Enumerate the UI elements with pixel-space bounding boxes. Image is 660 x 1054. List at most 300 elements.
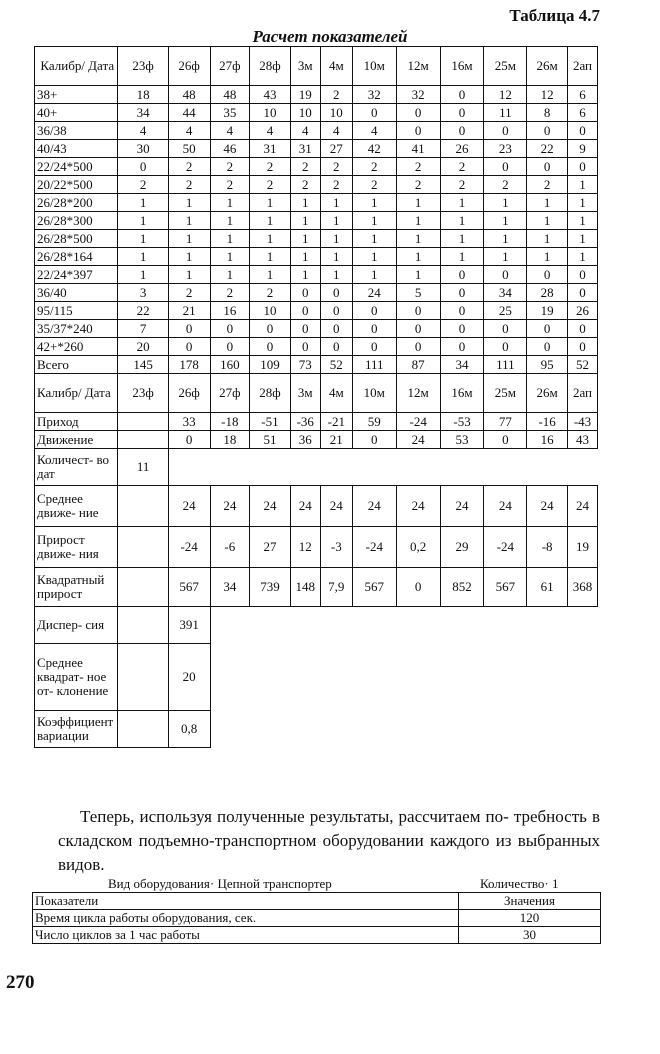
table-cell: 19 — [527, 302, 568, 320]
table-cell: 0 — [352, 338, 396, 356]
table-cell: 26/28*164 — [35, 248, 118, 266]
table-cell: 1 — [527, 230, 568, 248]
table-cell: -16 — [527, 413, 568, 431]
table-cell: 23 — [484, 140, 527, 158]
table-cell: 2 — [210, 176, 250, 194]
table-cell: 148 — [290, 568, 320, 607]
table-cell: 38+ — [35, 86, 118, 104]
table-cell: 120 — [459, 910, 601, 927]
table-cell: 42+*260 — [35, 338, 118, 356]
table-cell: 0 — [484, 431, 527, 449]
table-cell: 0 — [484, 266, 527, 284]
table-row — [35, 284, 598, 302]
table-cell: 19 — [290, 86, 320, 104]
table-cell: 1 — [396, 248, 440, 266]
table-cell: 26м — [527, 47, 568, 86]
table-cell: 22 — [118, 302, 168, 320]
table-cell: 0 — [290, 320, 320, 338]
table-cell: 95 — [527, 356, 568, 374]
table-cell: 111 — [352, 356, 396, 374]
table-cell: 23ф — [118, 47, 168, 86]
table-row — [35, 104, 598, 122]
table-cell: 4м — [320, 374, 352, 413]
table-cell: 2 — [210, 158, 250, 176]
table-cell: 7 — [118, 320, 168, 338]
table-cell: 2 — [527, 176, 568, 194]
table-cell: 27ф — [210, 47, 250, 86]
table-cell: 11 — [118, 449, 168, 486]
table-cell: 2 — [290, 176, 320, 194]
table-cell: 34 — [118, 104, 168, 122]
table-row — [35, 338, 598, 356]
table-cell: 391 — [168, 607, 210, 644]
table-cell: 1 — [250, 266, 291, 284]
table-row — [35, 86, 598, 104]
table-cell — [210, 644, 597, 711]
table-cell: 34 — [210, 568, 250, 607]
table-cell: 11 — [484, 104, 527, 122]
table-cell: 10 — [290, 104, 320, 122]
table-cell: 2 — [320, 176, 352, 194]
table-cell: 26/28*200 — [35, 194, 118, 212]
table-cell: 0 — [567, 122, 597, 140]
table-cell: 1 — [440, 212, 484, 230]
table-row — [35, 568, 598, 607]
table-header-row — [35, 374, 598, 413]
table-cell: 0 — [210, 320, 250, 338]
table-cell: Среднее квадрат- ное от- клонение — [35, 644, 118, 711]
table-cell: 567 — [484, 568, 527, 607]
table-cell: 2 — [352, 176, 396, 194]
table-header-row — [35, 47, 598, 86]
table-cell: 73 — [290, 356, 320, 374]
table-cell: 0 — [440, 86, 484, 104]
table-cell: Показатели — [33, 893, 459, 910]
table-cell: 1 — [118, 212, 168, 230]
table-cell: 48 — [210, 86, 250, 104]
table-cell: -21 — [320, 413, 352, 431]
table-cell: 24 — [210, 486, 250, 527]
table-cell: 0 — [396, 338, 440, 356]
table-cell — [118, 644, 168, 711]
table-cell: 0 — [484, 158, 527, 176]
table-row — [35, 302, 598, 320]
table-cell: 7,9 — [320, 568, 352, 607]
table-row — [35, 711, 598, 748]
table-cell: 26 — [440, 140, 484, 158]
table-cell: 0 — [290, 338, 320, 356]
table-cell: 1 — [352, 212, 396, 230]
table-cell: 1 — [210, 212, 250, 230]
table-cell: 4 — [250, 122, 291, 140]
table-cell: 2 — [440, 176, 484, 194]
table-cell: 0 — [320, 302, 352, 320]
table-cell: 1 — [290, 230, 320, 248]
table-cell: 1 — [168, 266, 210, 284]
table-cell: 1 — [320, 230, 352, 248]
table-cell: 1 — [320, 194, 352, 212]
table-cell: 2 — [320, 86, 352, 104]
table-cell: 145 — [118, 356, 168, 374]
table-cell: 0 — [567, 320, 597, 338]
table-cell: 51 — [250, 431, 291, 449]
table-cell: 567 — [168, 568, 210, 607]
table-cell: 4м — [320, 47, 352, 86]
table-cell: 1 — [210, 266, 250, 284]
table-cell: 0 — [527, 122, 568, 140]
table-cell: 32 — [352, 86, 396, 104]
table-cell: 1 — [527, 248, 568, 266]
table-cell: 20 — [168, 644, 210, 711]
table-cell: 16 — [210, 302, 250, 320]
table-row — [35, 194, 598, 212]
table-row — [35, 212, 598, 230]
table-cell: -53 — [440, 413, 484, 431]
table-cell: Калибр/ Дата — [35, 374, 118, 413]
table-cell: 0 — [250, 320, 291, 338]
table-cell: 1 — [290, 248, 320, 266]
table-cell: 40+ — [35, 104, 118, 122]
equipment-table — [32, 892, 601, 944]
table-cell: 29 — [440, 527, 484, 568]
table-cell — [210, 711, 597, 748]
table-cell: 26 — [567, 302, 597, 320]
table-cell: 23ф — [118, 374, 168, 413]
table-cell: 26ф — [168, 374, 210, 413]
table-cell: 41 — [396, 140, 440, 158]
table-cell: 0 — [168, 338, 210, 356]
table-cell: 26/28*500 — [35, 230, 118, 248]
table-cell: 34 — [484, 284, 527, 302]
table-cell: 36/38 — [35, 122, 118, 140]
table-cell: 22 — [527, 140, 568, 158]
table-cell: 1 — [250, 248, 291, 266]
table-cell: 1 — [567, 194, 597, 212]
table-cell: 4 — [320, 122, 352, 140]
table-cell: Среднее движе- ние — [35, 486, 118, 527]
table-cell: 2 — [440, 158, 484, 176]
table-cell: 36/40 — [35, 284, 118, 302]
table-cell — [210, 607, 597, 644]
table-cell: 2 — [250, 284, 291, 302]
table-cell: 12м — [396, 374, 440, 413]
table-cell: Движение — [35, 431, 118, 449]
table-row — [35, 527, 598, 568]
table-cell: 2 — [168, 284, 210, 302]
table-cell: 0 — [210, 338, 250, 356]
table-cell: 25м — [484, 47, 527, 86]
table-cell: 18 — [118, 86, 168, 104]
table-cell: 10 — [250, 302, 291, 320]
table-row — [33, 910, 601, 927]
table-cell: 0 — [440, 104, 484, 122]
table-cell: 2 — [484, 176, 527, 194]
table-cell: 109 — [250, 356, 291, 374]
table-cell: Время цикла работы оборудования, сек. — [33, 910, 459, 927]
table-cell: 0 — [352, 431, 396, 449]
table-cell: 0 — [440, 302, 484, 320]
table-title: Расчет показателей — [252, 27, 408, 46]
table-cell: 28ф — [250, 47, 291, 86]
table-cell: 24 — [527, 486, 568, 527]
table-cell: 1 — [118, 194, 168, 212]
table-cell: 0 — [567, 266, 597, 284]
table-row — [35, 449, 598, 486]
equipment-type: Вид оборудования· Цепной транспортер — [108, 876, 332, 891]
table-cell: 35 — [210, 104, 250, 122]
table-cell: 2 — [168, 176, 210, 194]
equipment-quantity: Количество· 1 — [480, 876, 559, 891]
table-cell: 4 — [210, 122, 250, 140]
table-cell: 2 — [168, 158, 210, 176]
table-header-row — [33, 893, 601, 910]
table-cell: 12 — [290, 527, 320, 568]
table-cell: 31 — [290, 140, 320, 158]
table-row — [35, 431, 598, 449]
page-number: 270 — [6, 972, 35, 993]
table-cell: 1 — [320, 212, 352, 230]
table-cell: 9 — [567, 140, 597, 158]
table-cell: 567 — [352, 568, 396, 607]
table-cell: 0 — [396, 302, 440, 320]
table-cell: 2 — [250, 158, 291, 176]
table-row — [35, 320, 598, 338]
table-cell: 22/24*500 — [35, 158, 118, 176]
table-cell: 0 — [320, 338, 352, 356]
table-cell: 16 — [527, 431, 568, 449]
table-number: Таблица 4.7 — [509, 6, 600, 25]
table-cell: Квадратный прирост — [35, 568, 118, 607]
table-cell: 0 — [290, 284, 320, 302]
table-cell: 27 — [320, 140, 352, 158]
table-cell — [118, 568, 168, 607]
table-cell: 1 — [567, 212, 597, 230]
table-cell: 26ф — [168, 47, 210, 86]
table-cell: 24 — [168, 486, 210, 527]
table-cell: 5 — [396, 284, 440, 302]
table-cell: 52 — [567, 356, 597, 374]
table-cell: -6 — [210, 527, 250, 568]
table-cell: 2ап — [567, 47, 597, 86]
table-cell: 1 — [210, 194, 250, 212]
table-row — [35, 266, 598, 284]
table-row — [35, 248, 598, 266]
table-cell: 48 — [168, 86, 210, 104]
table-cell: Приход — [35, 413, 118, 431]
table-cell: 1 — [290, 212, 320, 230]
table-cell: 6 — [567, 86, 597, 104]
table-cell: 1 — [567, 230, 597, 248]
table-cell: 16м — [440, 47, 484, 86]
table-cell: 0 — [567, 158, 597, 176]
table-cell: 0 — [396, 122, 440, 140]
table-cell: 4 — [290, 122, 320, 140]
table-cell: Значения — [459, 893, 601, 910]
table-cell: 24 — [567, 486, 597, 527]
table-cell: 852 — [440, 568, 484, 607]
table-cell: 26/28*300 — [35, 212, 118, 230]
table-cell: -3 — [320, 527, 352, 568]
table-cell: 28ф — [250, 374, 291, 413]
table-cell: 10м — [352, 47, 396, 86]
table-cell: 2 — [320, 158, 352, 176]
calculation-table — [34, 46, 598, 748]
table-cell: 42 — [352, 140, 396, 158]
table-cell: 1 — [484, 248, 527, 266]
table-cell: 1 — [567, 248, 597, 266]
table-cell: 0 — [396, 320, 440, 338]
table-cell: 2 — [290, 158, 320, 176]
table-cell: 20 — [118, 338, 168, 356]
table-cell: 21 — [168, 302, 210, 320]
table-cell: Число циклов за 1 час работы — [33, 927, 459, 944]
table-row — [35, 140, 598, 158]
table-cell: 43 — [250, 86, 291, 104]
table-row — [35, 644, 598, 711]
table-cell: 1 — [168, 212, 210, 230]
table-cell: 0 — [527, 338, 568, 356]
table-cell: 1 — [320, 266, 352, 284]
table-cell: -51 — [250, 413, 291, 431]
table-cell: Диспер- сия — [35, 607, 118, 644]
table-cell: 0 — [484, 320, 527, 338]
table-cell: 0 — [484, 338, 527, 356]
table-cell: 368 — [567, 568, 597, 607]
table-cell: -24 — [168, 527, 210, 568]
table-cell: 24 — [396, 431, 440, 449]
table-cell: 50 — [168, 140, 210, 158]
table-cell: Коэффициент вариации — [35, 711, 118, 748]
table-cell: 18 — [210, 431, 250, 449]
table-cell: 25м — [484, 374, 527, 413]
body-paragraph: Теперь, используя полученные результаты, рассчитаем по- требность в складском подъемно-транспортном оборудовании каждого из выбранных видов. — [58, 807, 600, 874]
table-cell: 3м — [290, 374, 320, 413]
table-cell: 2 — [396, 176, 440, 194]
table-cell — [118, 413, 168, 431]
table-cell: 1 — [250, 212, 291, 230]
table-cell: 24 — [440, 486, 484, 527]
table-cell: 1 — [440, 194, 484, 212]
table-cell: 10м — [352, 374, 396, 413]
table-cell: 4 — [168, 122, 210, 140]
table-cell: 12 — [484, 86, 527, 104]
table-cell: 28 — [527, 284, 568, 302]
table-cell: 27ф — [210, 374, 250, 413]
table-cell: 52 — [320, 356, 352, 374]
table-cell: 21 — [320, 431, 352, 449]
table-cell: 1 — [320, 248, 352, 266]
table-cell: 1 — [210, 248, 250, 266]
table-cell: 1 — [484, 194, 527, 212]
table-cell: 2 — [118, 176, 168, 194]
table-cell: 24 — [320, 486, 352, 527]
table-cell: 24 — [352, 284, 396, 302]
table-cell: Количест- во дат — [35, 449, 118, 486]
table-cell: 178 — [168, 356, 210, 374]
table-cell: 0 — [396, 104, 440, 122]
table-cell: 27 — [250, 527, 291, 568]
table-cell: 0 — [290, 302, 320, 320]
table-cell: 0 — [352, 302, 396, 320]
table-cell: 53 — [440, 431, 484, 449]
table-cell: 10 — [250, 104, 291, 122]
table-cell: 24 — [290, 486, 320, 527]
table-cell: 8 — [527, 104, 568, 122]
table-cell: 3м — [290, 47, 320, 86]
table-cell: 1 — [250, 194, 291, 212]
table-cell: 1 — [352, 266, 396, 284]
table-cell: 1 — [440, 248, 484, 266]
table-cell: 1 — [567, 176, 597, 194]
table-cell: 1 — [168, 230, 210, 248]
table-cell: 2 — [250, 176, 291, 194]
table-cell: 1 — [168, 248, 210, 266]
table-cell: 16м — [440, 374, 484, 413]
table-cell: 61 — [527, 568, 568, 607]
table-cell: 160 — [210, 356, 250, 374]
table-cell: 0 — [440, 266, 484, 284]
table-cell: 0 — [396, 568, 440, 607]
table-cell: 1 — [168, 194, 210, 212]
table-cell: 22/24*397 — [35, 266, 118, 284]
table-cell: 1 — [352, 248, 396, 266]
table-cell: 0,2 — [396, 527, 440, 568]
table-cell: 0 — [440, 338, 484, 356]
table-cell: -43 — [567, 413, 597, 431]
table-cell: 31 — [250, 140, 291, 158]
table-cell: 19 — [567, 527, 597, 568]
table-cell: 0 — [118, 158, 168, 176]
table-row — [33, 927, 601, 944]
table-cell: 30 — [459, 927, 601, 944]
table-row — [35, 413, 598, 431]
table-cell: 739 — [250, 568, 291, 607]
table-cell: 26м — [527, 374, 568, 413]
table-cell: 0 — [484, 122, 527, 140]
table-cell: 1 — [396, 230, 440, 248]
table-cell: 20/22*500 — [35, 176, 118, 194]
table-cell: 3 — [118, 284, 168, 302]
table-cell: 1 — [527, 212, 568, 230]
table-cell: 1 — [352, 230, 396, 248]
table-cell: 46 — [210, 140, 250, 158]
table-cell: 12 — [527, 86, 568, 104]
table-cell — [118, 431, 168, 449]
table-cell — [168, 449, 597, 486]
table-cell: 0 — [527, 320, 568, 338]
table-cell: 24 — [396, 486, 440, 527]
table-cell: 12м — [396, 47, 440, 86]
table-cell: -36 — [290, 413, 320, 431]
table-cell: 0 — [250, 338, 291, 356]
table-cell — [118, 607, 168, 644]
table-cell: 0 — [440, 122, 484, 140]
table-row — [35, 230, 598, 248]
table-cell: 34 — [440, 356, 484, 374]
table-row — [35, 486, 598, 527]
table-cell: 1 — [290, 194, 320, 212]
table-row — [35, 356, 598, 374]
table-cell: 4 — [118, 122, 168, 140]
table-cell: 0 — [527, 266, 568, 284]
table-cell: 36 — [290, 431, 320, 449]
table-cell: -8 — [527, 527, 568, 568]
table-cell: 6 — [567, 104, 597, 122]
table-cell: 4 — [352, 122, 396, 140]
table-cell: 1 — [210, 230, 250, 248]
table-cell: 1 — [118, 248, 168, 266]
table-cell: 1 — [396, 212, 440, 230]
